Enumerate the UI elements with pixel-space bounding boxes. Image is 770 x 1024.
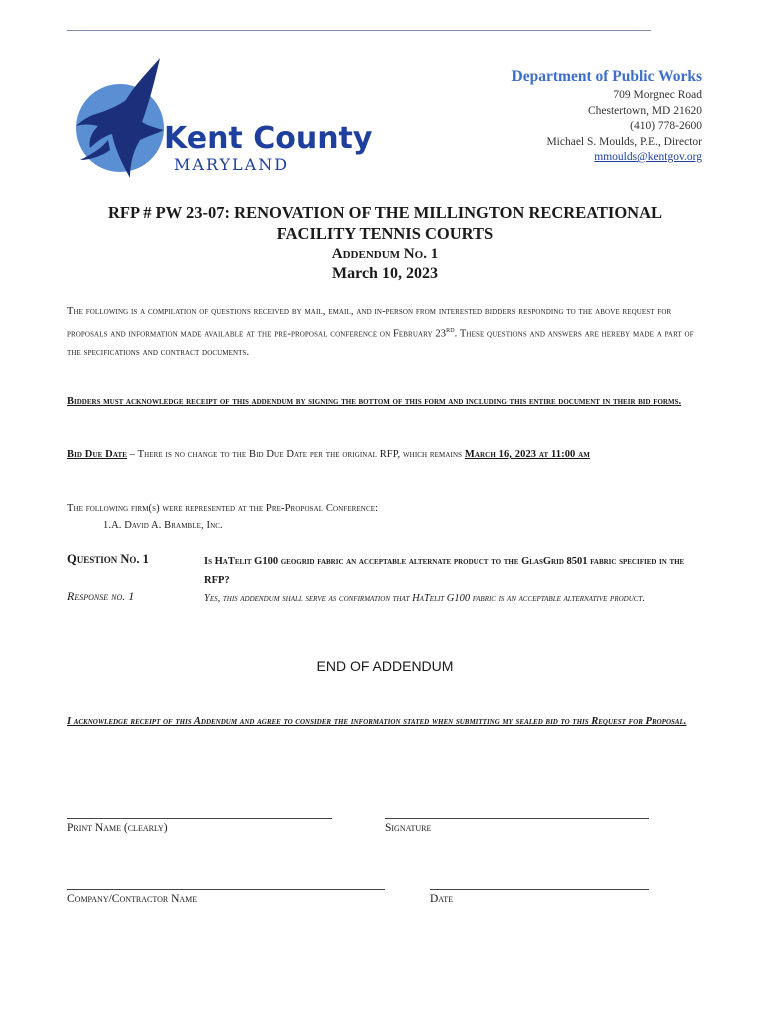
company-name-line[interactable] — [67, 889, 385, 890]
bid-due-text: – There is no change to the Bid Due Date per the original RFP, which remains — [127, 449, 465, 460]
title-block — [40, 202, 730, 283]
department-contact — [512, 68, 702, 166]
response-text: Yes, this addendum shall serve as confirmation that HaTelit G100 fabric is an acceptable alternative product. — [204, 593, 645, 604]
logo-subtitle: MARYLAND — [174, 155, 290, 174]
bid-due-paragraph — [67, 446, 707, 464]
date-line[interactable] — [430, 889, 649, 890]
question-text: Is HaTelit G100 geogrid fabric an acceptable alternate product to the GlasGrid 8501 fabric specified in the RFP? — [204, 556, 685, 586]
firm-item: 1.A. David A. Bramble, Inc. — [103, 520, 223, 531]
address-line-2: Chestertown, MD 21620 — [587, 104, 702, 117]
phone-number: (410) 778-2600 — [630, 120, 702, 132]
intro-sup: rd — [446, 325, 455, 334]
email-link[interactable]: mmoulds@kentgov.org — [594, 151, 702, 163]
top-rule — [67, 30, 651, 31]
intro-paragraph — [67, 303, 707, 362]
firms-intro: The following firm(s) were represented at the Pre-Proposal Conference: — [67, 503, 379, 514]
rfp-title-line-2: FACILITY TENNIS COURTS — [276, 224, 494, 243]
intro-text-b: . These questions and answers are hereby made a part of the specifications and contract documents. — [67, 328, 694, 358]
print-name-label: Print Name (clearly) — [67, 822, 168, 834]
acknowledge-notice: Bidders must acknowledge receipt of this addendum by signing the bottom of this form and including this entire document in their bid forms. — [67, 396, 682, 407]
addendum-number: Addendum No. 1 — [331, 246, 439, 262]
signature-line[interactable] — [385, 818, 649, 819]
bid-due-label: Bid Due Date — [67, 449, 127, 460]
rfp-title-line-1: RFP # PW 23-07: RENOVATION OF THE MILLINGTON RECREATIONAL — [107, 203, 663, 222]
department-title: Department of Public Works — [511, 68, 702, 85]
intro-text-a: The following is a compilation of questions received by mail, email, and in-person from interested bidders responding to the above request for proposals and information made available at the pre-proposal conference on February 23 — [67, 306, 672, 340]
kent-county-logo — [68, 56, 373, 184]
addendum-date: March 10, 2023 — [332, 265, 438, 282]
print-name-line[interactable] — [67, 818, 332, 819]
response-label: Response no. 1 — [67, 589, 135, 603]
date-label: Date — [430, 893, 453, 905]
director-name: Michael S. Moulds, P.E., Director — [546, 135, 702, 148]
acknowledge-final: I acknowledge receipt of this Addendum and agree to consider the information stated when submitting my sealed bid to this Request for Proposal. — [67, 716, 687, 727]
address-line-1: 709 Morgnec Road — [613, 89, 702, 101]
question-label: Question No. 1 — [67, 552, 149, 566]
bid-due-deadline: March 16, 2023 at 11:00 am — [464, 449, 590, 460]
end-of-addendum: END OF ADDENDUM — [316, 658, 454, 674]
logo-title: Kent County — [164, 121, 373, 156]
signature-label: Signature — [385, 822, 432, 834]
company-name-label: Company/Contractor Name — [67, 893, 198, 905]
